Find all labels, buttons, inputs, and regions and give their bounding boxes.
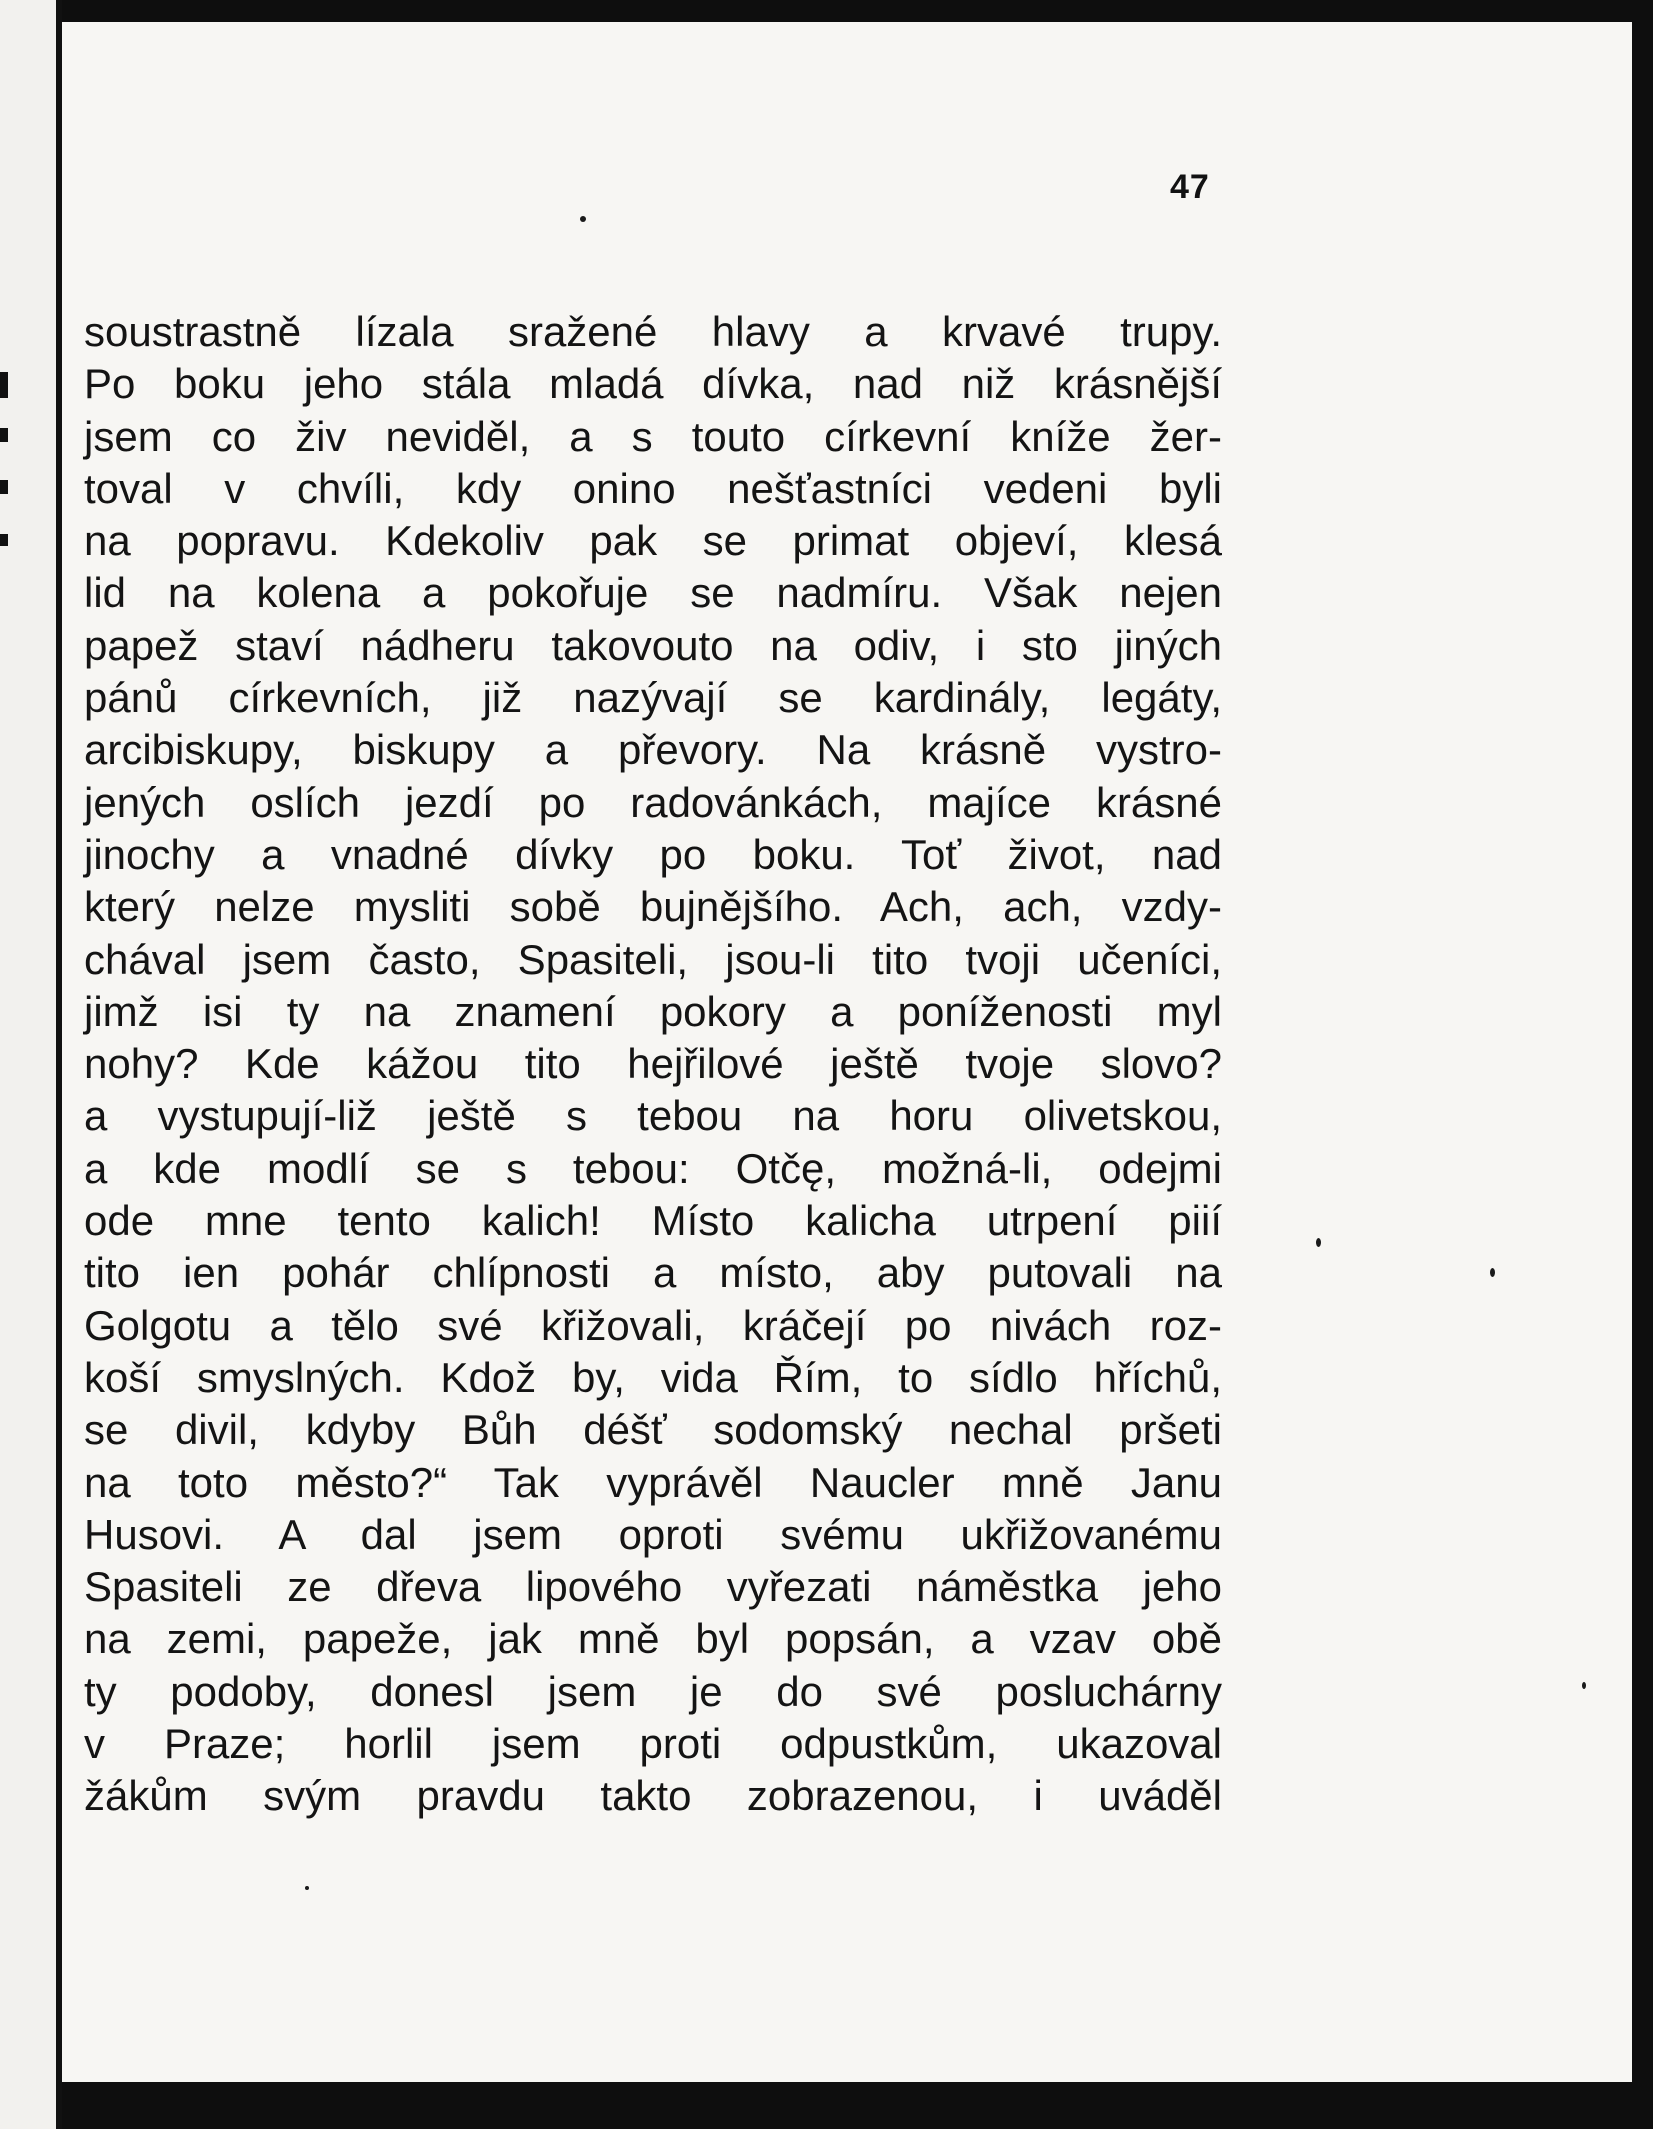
text-line: jimž isi ty na znamení pokory a poníženosti myl: [84, 987, 1222, 1035]
text-line: v Praze; horlil jsem proti odpustkům, ukazoval: [84, 1720, 1222, 1768]
text-line: jinochy a vnadné dívky po boku. Toť život, nad: [84, 830, 1222, 878]
text-line: jených oslích jezdí po radovánkách, majíce krásné: [84, 778, 1222, 826]
left-page-edge: [0, 0, 62, 2129]
text-line: který nelze mysliti sobě bujnějšího. Ach, ach, vzdy-: [84, 883, 1222, 931]
text-line: toval v chvíli, kdy onino nešťastníci vedeni byli: [84, 464, 1222, 512]
text-line: papež staví nádheru takovouto na odiv, i sto jiných: [84, 621, 1222, 669]
edge-mark: [0, 534, 8, 546]
text-line: Spasiteli ze dřeva lipového vyřezati náměstka jeho: [84, 1563, 1222, 1611]
text-line: nohy? Kde kážou tito hejřilové ještě tvoje slovo?: [84, 1040, 1222, 1088]
text-line: chával jsem často, Spasiteli, jsou-li tito tvoji učeníci,: [84, 935, 1222, 983]
text-line: koší smyslných. Kdož by, vida Řím, to sídlo hříchů,: [84, 1353, 1222, 1401]
text-line: na zemi, papeže, jak mně byl popsán, a vzav obě: [84, 1615, 1222, 1663]
text-line: arcibiskupy, biskupy a převory. Na krásně vystro-: [84, 726, 1222, 774]
text-line: se divil, kdyby Bůh déšť sodomský nechal pršeti: [84, 1406, 1222, 1454]
edge-mark: [0, 480, 8, 494]
text-line: na popravu. Kdekoliv pak se primat objeví, klesá: [84, 517, 1222, 565]
text-line: Golgotu a tělo své křižovali, kráčejí po nivách roz-: [84, 1301, 1222, 1349]
body-text: [84, 306, 1222, 1823]
text-line: žákům svým pravdu takto zobrazenou, i uváděl: [84, 1772, 1222, 1820]
text-line: tito ien pohár chlípnosti a místo, aby putovali na: [84, 1249, 1222, 1297]
print-speck: [1582, 1682, 1586, 1689]
print-speck: [1316, 1238, 1321, 1247]
edge-mark: [0, 428, 8, 442]
text-line: Husovi. A dal jsem oproti svému ukřižovanému: [84, 1510, 1222, 1558]
text-line: Po boku jeho stála mladá dívka, nad niž krásnější: [84, 360, 1222, 408]
text-line: ode mne tento kalich! Místo kalicha utrpení piií: [84, 1197, 1222, 1245]
text-line: soustrastně lízala sražené hlavy a krvavé trupy.: [84, 308, 1222, 355]
text-line: na toto město?“ Tak vyprávěl Naucler mně Janu: [84, 1458, 1222, 1506]
print-speck: [580, 216, 586, 222]
print-speck: [305, 1886, 309, 1890]
text-line: a kde modlí se s tebou: Otčę, možná-li, odejmi: [84, 1144, 1222, 1192]
edge-mark: [0, 372, 8, 398]
text-line: lid na kolena a pokořuje se nadmíru. Však nejen: [84, 569, 1222, 617]
page-number: 47: [1170, 168, 1210, 206]
text-line: a vystupují-liž ještě s tebou na horu olivetskou,: [84, 1092, 1222, 1140]
text-line: jsem co živ neviděl, a s touto církevní kníže žer-: [84, 412, 1222, 460]
text-line: pánů církevních, již nazývají se kardinály, legáty,: [84, 674, 1222, 722]
print-speck: [1490, 1268, 1495, 1277]
text-line: ty podoby, donesl jsem je do své posluchárny: [84, 1667, 1222, 1715]
